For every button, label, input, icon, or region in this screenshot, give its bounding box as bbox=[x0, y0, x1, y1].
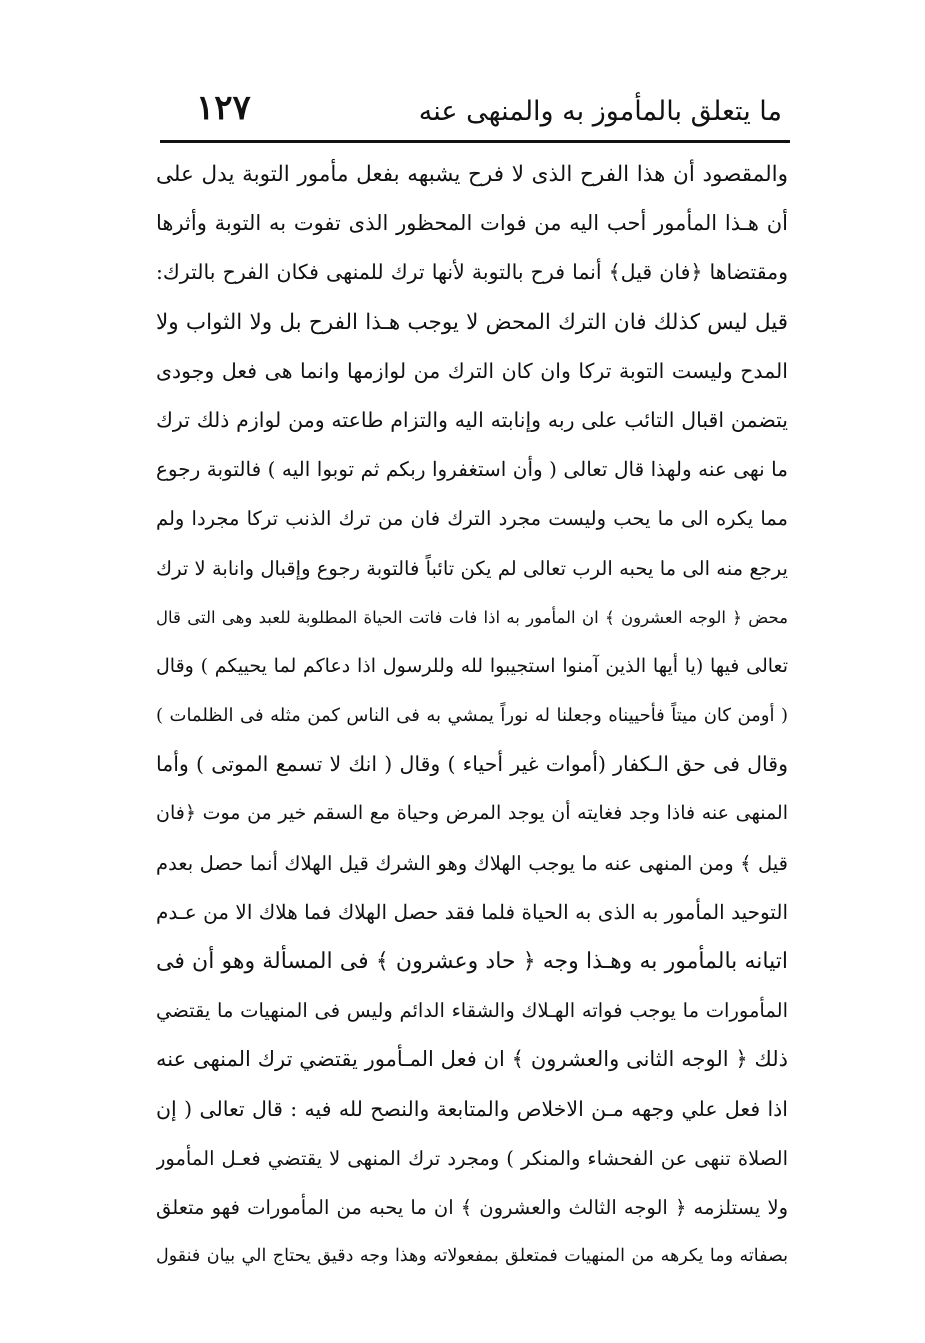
text-line: مما يكره الى ما يحب وليست مجرد الترك فان من ترك الذنب تركا مجردا ولم bbox=[156, 507, 788, 531]
text-line: وقال فى حق الـكفار (أموات غير أحياء ) وقال ( انك لا تسمع الموتى ) وأما bbox=[156, 752, 788, 777]
running-title: ما يتعلق بالمأموز به والمنهى عنه bbox=[418, 96, 782, 127]
text-line: اذا فعل علي وجهه مـن الاخلاص والمتابعة والنصح لله فيه : قال تعالى ( إن bbox=[156, 1096, 788, 1121]
header-rule bbox=[160, 140, 790, 143]
text-line: ذلك ﴿ الوجه الثانى والعشرون ﴾ ان فعل المـأمور يقتضي ترك المنهى عنه bbox=[156, 1047, 788, 1072]
text-line: ما نهى عنه ولهذا قال تعالى ( وأن استغفروا ربكم ثم توبوا اليه ) فالتوبة رجوع bbox=[156, 457, 788, 482]
text-line: ( أومن كان ميتاً فأحييناه وجعلنا له نوراً يمشي به فى الناس كمن مثله فى الظلمات ) bbox=[156, 705, 788, 727]
text-line: المدح وليست التوبة تركا وان كان الترك من لوازمها وانما هى فعل وجودى bbox=[156, 358, 788, 383]
page-number: ١٢٧ bbox=[196, 88, 251, 128]
text-line: قيل ﴾ ومن المنهى عنه ما يوجب الهلاك وهو الشرك قيل الهلاك أنما حصل بعدم bbox=[156, 851, 788, 875]
text-line: ولا يستلزمه ﴿ الوجه الثالث والعشرون ﴾ ان ما يحبه من المأمورات فهو متعلق bbox=[156, 1195, 788, 1219]
text-line: المنهى عنه فاذا وجد فغايته أن يوجد المرض وحياة مع السقم خير من موت ﴿فان bbox=[156, 802, 788, 825]
text-line: محض ﴿ الوجه العشرون ﴾ ان المأمور به اذا فات فاتت الحياة المطلوبة للعبد وهى التى قال bbox=[156, 607, 788, 627]
text-line: أن هـذا المأمور أحب اليه من فوات المحظور الذى تفوت به التوبة وأثرها bbox=[156, 211, 788, 236]
text-line: اتيانه بالمأمور به وهـذا وجه ﴿ حاد وعشرون ﴾ فى المسألة وهو أن فى bbox=[156, 949, 788, 974]
text-line: الصلاة تنهى عن الفحشاء والمنكر ) ومجرد ترك المنهى لا يقتضي فعـل المأمور bbox=[156, 1146, 788, 1170]
text-line: تعالى فيها (يا أيها الذين آمنوا استجيبوا لله وللرسول اذا دعاكم لما يحييكم ) وقال bbox=[156, 654, 788, 677]
body-text bbox=[156, 150, 788, 1281]
text-line: يرجع منه الى ما يحبه الرب تعالى لم يكن تائباً فالتوبة رجوع وإقبال وانابة لا ترك bbox=[156, 556, 788, 580]
text-line: التوحيد المأمور به الذى به الحياة فلما فقد حصل الهلاك فما هلاك الا من عـدم bbox=[156, 899, 788, 924]
page-header bbox=[160, 82, 782, 138]
text-line: ومقتضاها ﴿فان قيل﴾ أنما فرح بالتوبة لأنها ترك للمنهى فكان الفرح بالترك: bbox=[156, 260, 788, 285]
text-line: بصفاته وما يكرهه من المنهيات فمتعلق بمفعولاته وهذا وجه دقيق يحتاج الي بيان فنقول bbox=[156, 1246, 788, 1267]
text-line: المأمورات ما يوجب فواته الهـلاك والشقاء الدائم وليس فى المنهيات ما يقتضي bbox=[156, 999, 788, 1023]
text-line: والمقصود أن هذا الفرح الذى لا فرح يشبهه بفعل مأمور التوبة يدل على bbox=[156, 162, 788, 187]
text-line: يتضمن اقبال التائب على ربه وإنابته اليه والتزام طاعته ومن لوازم ذلك ترك bbox=[156, 407, 788, 432]
text-line: قيل ليس كذلك فان الترك المحض لا يوجب هـذا الفرح بل ولا الثواب ولا bbox=[156, 309, 788, 335]
